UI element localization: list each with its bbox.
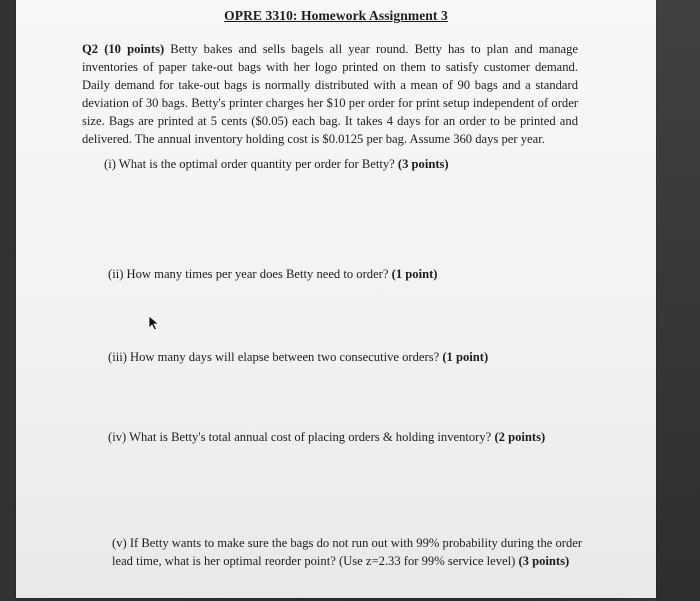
question-text: Betty bakes and sells bagels all year round. Betty has to plan and manage inventories of paper take-out bags with her logo printed on them to satisfy customer demand. Daily demand for take-out bags is normally distributed with a mean of 90 bags and a standard deviation of 30 bags. Betty's printer charges her $10 per order for print setup independent of order size. Bags are printed at 5 cents ($0.05) each bag. It takes 4 days for an order to be printed and delivered. The annual inventory holding cost is $0.0125 per bag. Assume 360 days per year. xyxy=(82,42,578,146)
part-v-text: (v) If Betty wants to make sure the bags do not run out with 99% probability during the order lead time, what is her optimal reorder point? (Use z=2.33 for 99% service level) xyxy=(112,536,583,568)
part-iii-points: (1 point) xyxy=(442,350,489,364)
part-iv-text: (iv) What is Betty's total annual cost of placing orders & holding inventory? xyxy=(108,430,492,444)
part-v-points: (3 points) xyxy=(518,554,570,568)
part-i-points: (3 points) xyxy=(397,157,449,171)
question-label: Q2 (10 points) xyxy=(82,42,165,56)
homework-page xyxy=(16,0,656,598)
background-edge xyxy=(656,0,700,601)
part-iii-text: (iii) How many days will elapse between two consecutive orders? xyxy=(108,350,440,364)
question-intro xyxy=(82,40,578,148)
mouse-pointer-icon xyxy=(147,315,161,331)
part-i-text: (i) What is the optimal order quantity per order for Betty? xyxy=(104,157,395,171)
part-ii-points: (1 point) xyxy=(391,267,438,281)
part-ii xyxy=(108,266,437,283)
part-iv xyxy=(108,429,545,446)
page-title: OPRE 3310: Homework Assignment 3 xyxy=(224,8,448,23)
part-iii xyxy=(108,349,488,366)
part-ii-text: (ii) How many times per year does Betty need to order? xyxy=(108,267,389,281)
part-v xyxy=(112,534,592,570)
part-iv-points: (2 points) xyxy=(494,430,546,444)
part-i xyxy=(104,156,449,173)
